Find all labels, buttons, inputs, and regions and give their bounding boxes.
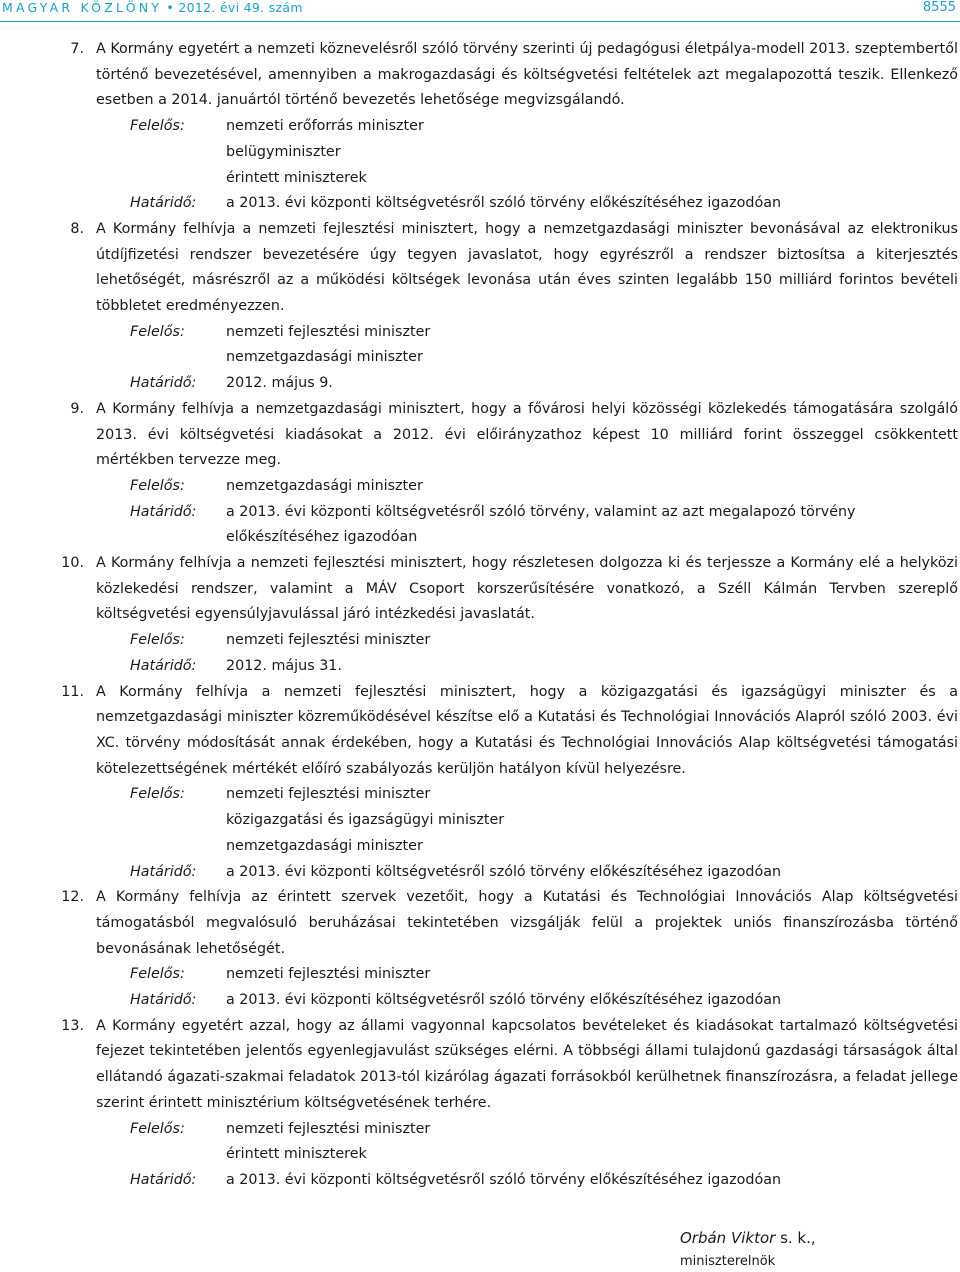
deadline-block <box>0 654 960 680</box>
deadline-value: a 2013. évi központi költségvetésről szóló törvény előkészítéséhez igazodóan <box>226 1171 782 1188</box>
decision-item <box>0 1014 960 1117</box>
responsible-label: Felelős: <box>130 477 185 494</box>
responsible-value: érintett miniszterek <box>226 1146 367 1163</box>
signature-suffix: s. k., <box>775 1229 816 1247</box>
deadline-label: Határidő: <box>130 503 197 520</box>
decision-item <box>0 885 960 962</box>
signatory-name: Orbán Viktor <box>680 1229 776 1247</box>
responsible-block <box>0 782 960 859</box>
item-text: A Kormány felhívja az érintett szervek vezetőit, hogy a Kutatási és Technológiai Innovációs Alap költségvetési támogatásból megvalósuló beruházásai tekintetében vizsgálják felül a projektek uniós finanszírozásba történő bevonásának lehetőségét. <box>96 889 958 957</box>
deadline-value: a 2013. évi központi költségvetésről szóló törvény, valamint az azt megalapozó törvény <box>226 503 856 520</box>
responsible-value: nemzetgazdasági miniszter <box>226 477 423 494</box>
deadline-block <box>0 860 960 886</box>
item-text: A Kormány felhívja a nemzeti fejlesztési minisztert, hogy a közigazgatási és igazságügyi miniszter és a nemzetgazdasági miniszter közreműködésével készítse elő a Kutatási és Technológiai Innovációs Alapról szóló 2003. évi XC. törvény módosítását annak érdekében, hogy a Kutatási és Technológiai Innovációs Alap költségvetési támogatási kötelezettségének mértékét előíró szabályozás kerüljön hatályon kívül helyezésre. <box>96 683 958 777</box>
responsible-block <box>0 1117 960 1168</box>
decision-item <box>0 680 960 783</box>
decision-item <box>0 217 960 320</box>
responsible-value: közigazgatási és igazságügyi miniszter <box>226 812 505 829</box>
responsible-value: érintett miniszterek <box>226 169 367 186</box>
responsible-value: belügyminiszter <box>226 143 341 160</box>
responsible-label: Felelős: <box>130 786 185 803</box>
decision-item <box>0 37 960 114</box>
deadline-block <box>0 500 960 551</box>
header-rule <box>0 21 960 22</box>
item-number: 12. <box>61 889 84 906</box>
deadline-value: a 2013. évi központi költségvetésről szóló törvény előkészítéséhez igazodóan <box>226 195 782 212</box>
deadline-label: Határidő: <box>130 375 197 392</box>
item-number: 8. <box>70 220 84 237</box>
responsible-block <box>0 114 960 191</box>
responsible-block <box>0 962 960 988</box>
page-header <box>2 0 958 22</box>
responsible-value: nemzeti fejlesztési miniszter <box>226 966 431 983</box>
responsible-value: nemzeti fejlesztési miniszter <box>226 1120 431 1137</box>
responsible-label: Felelős: <box>130 632 185 649</box>
header-separator: • <box>166 0 175 15</box>
responsible-value: nemzeti erőforrás miniszter <box>226 118 424 135</box>
item-number: 11. <box>61 683 84 700</box>
deadline-value: a 2013. évi központi költségvetésről szóló törvény előkészítéséhez igazodóan <box>226 992 782 1009</box>
responsible-block <box>0 474 960 500</box>
page-number: 8555 <box>922 0 956 15</box>
item-text: A Kormány egyetért a nemzeti köznevelésről szóló törvény szerinti új pedagógusi életpálya-modell 2013. szeptembertől történő bevezetésével, amennyiben a makrogazdasági és költségvetési feltételek azt megalapozottá teszik. Ellenkező esetben a 2014. januártól történő bevezetés lehetősége megvizsgálandó. <box>96 41 958 109</box>
item-number: 10. <box>61 555 84 572</box>
decision-item <box>0 397 960 474</box>
responsible-block <box>0 320 960 371</box>
deadline-block <box>0 988 960 1014</box>
deadline-label: Határidő: <box>130 657 197 674</box>
deadline-value: 2012. május 9. <box>226 375 333 392</box>
deadline-label: Határidő: <box>130 863 197 880</box>
responsible-value: nemzeti fejlesztési miniszter <box>226 632 431 649</box>
item-text: A Kormány felhívja a nemzeti fejlesztési minisztert, hogy a nemzetgazdasági miniszter bevonásával az elektronikus útdíjfizetési rendszer bevezetésére úgy tegyen javaslatot, hogy egyrészről a rendszer biztosítsa a kiterjesztés lehetőségét, másrészről az a működési költségek levonása után éves szinten legalább 150 milliárd forintos bevételi többletet eredményezzen. <box>96 220 958 315</box>
signature <box>680 1229 816 1247</box>
responsible-label: Felelős: <box>130 118 185 135</box>
deadline-block <box>0 1168 960 1194</box>
responsible-label: Felelős: <box>130 1120 185 1137</box>
responsible-value: nemzeti fejlesztési miniszter <box>226 323 431 340</box>
deadline-label: Határidő: <box>130 992 197 1009</box>
responsible-block <box>0 628 960 654</box>
responsible-label: Felelős: <box>130 966 185 983</box>
deadline-block <box>0 371 960 397</box>
signatory-role: miniszterelnök <box>680 1254 776 1269</box>
responsible-value: nemzeti fejlesztési miniszter <box>226 786 431 803</box>
item-text: A Kormány felhívja a nemzetgazdasági minisztert, hogy a fővárosi helyi közösségi közlekedés támogatására szolgáló 2013. évi költségvetési kiadásokat a 2012. évi előirányzathoz képest 10 milliárd forint összeggel csökkentett mértékben tervezze meg. <box>96 400 958 469</box>
deadline-value: 2012. május 31. <box>226 657 342 674</box>
item-number: 9. <box>70 400 84 417</box>
deadline-value: előkészítéséhez igazodóan <box>226 529 418 546</box>
item-text: A Kormány egyetért azzal, hogy az állami vagyonnal kapcsolatos bevételeket és kiadásokat tartalmazó költségvetési fejezet tekintetében jelentős egyenlegjavulást szükséges elérni. A többségi állami tulajdonú gazdasági társaságok által ellátandó ágazati-szakmai feladatok 2013-tól kizárólag ágazati forrásokból kerülhetnek finanszírozásra, a feladat jellege szerint érintett minisztérium költségvetésének terhére. <box>96 1017 958 1111</box>
document-body <box>0 37 960 1194</box>
responsible-label: Felelős: <box>130 323 185 340</box>
item-text: A Kormány felhívja a nemzeti fejlesztési minisztert, hogy részletesen dolgozza ki és terjessze a Kormány elé a helyközi közlekedési rendszer, valamint a MÁV Csoport korszerűsítésére vonatkozó, a Széll Kálmán Tervben szereplő költségvetési egyensúlyjavulással járó intézkedési javaslatát. <box>96 555 958 623</box>
publication-title: MAGYAR KÖZLÖNY <box>2 0 163 15</box>
deadline-value: a 2013. évi központi költségvetésről szóló törvény előkészítéséhez igazodóan <box>226 863 782 880</box>
deadline-label: Határidő: <box>130 1171 197 1188</box>
issue-label: 2012. évi 49. szám <box>178 0 303 15</box>
item-number: 7. <box>70 41 84 57</box>
deadline-block <box>0 191 960 217</box>
decision-item <box>0 551 960 628</box>
item-number: 13. <box>61 1017 84 1034</box>
responsible-value: nemzetgazdasági miniszter <box>226 349 423 366</box>
deadline-label: Határidő: <box>130 195 197 212</box>
responsible-value: nemzetgazdasági miniszter <box>226 837 423 854</box>
